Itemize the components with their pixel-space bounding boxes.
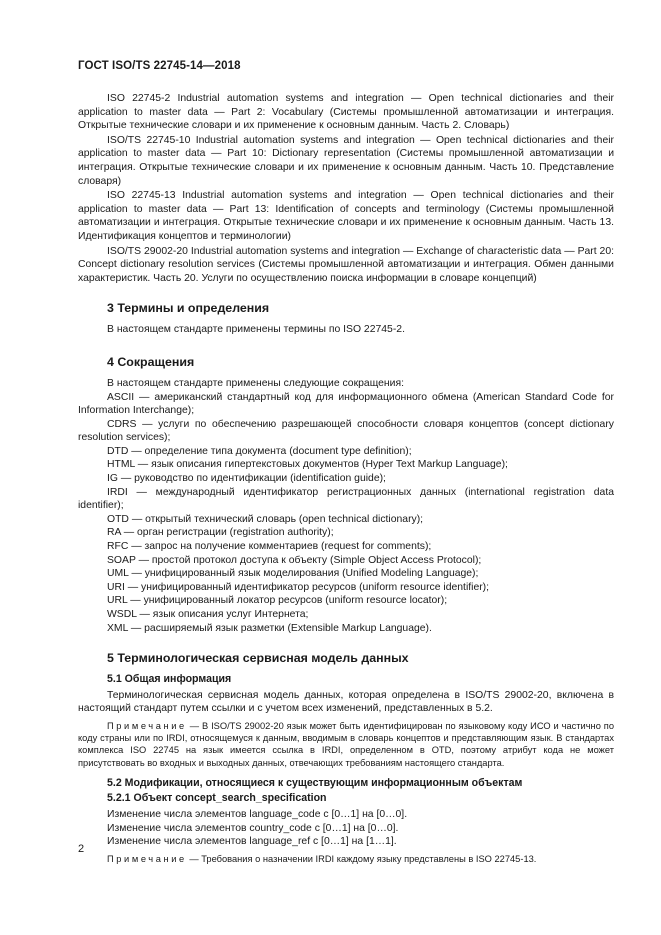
abbreviation-item: URI — унифицированный идентификатор ресурсов (uniform resource identifier); — [107, 581, 490, 593]
section-5-1-text: Терминологическая сервисная модель данных, которая определена в ISO/TS 29002-20, включена в настоящий стандарт путем ссылки и с учетом всех изменений, представленных в 5.2. — [78, 689, 614, 715]
section-5-2-1-heading: 5.2.1 Объект concept_search_specification — [107, 792, 327, 805]
abbreviation-item: OTD — открытый технический словарь (open technical dictionary); — [107, 513, 424, 525]
section-4-intro: В настоящем стандарте применены следующие сокращения: — [107, 377, 404, 389]
note-text: — В ISO/TS 29002-20 язык может быть идентифицирован по языковому коду ИСО и частично по коду страны или по IRDI, относящемуся к данным, вводимым в словарь концептов и представляющим язык. В стандартах комплекса ISO 22745 на язык имеется ссылка в IRDI, определенном в OTD, поэтому атрибут кода не может присутствовать во входных и выходных данных, отвечающих требованиям настоящего стандарта. — [78, 720, 614, 768]
abbreviation-item: CDRS — услуги по обеспечению разрешающей способности словаря концептов (concept dictionary resolution services); — [78, 418, 614, 444]
section-5-2-1-note — [78, 853, 614, 865]
page-number: 2 — [78, 843, 85, 855]
reference-item: ISO 22745-2 Industrial automation systems and integration — Open technical dictionaries and their application to master data — Part 2: Vocabulary (Системы промышленной автоматизации и интеграция. Открытые технические словари и их применение к основным данным. Часть 2. Словарь) — [78, 93, 614, 132]
abbreviation-item: HTML — язык описания гипертекстовых документов (Hyper Text Markup Language); — [107, 459, 508, 471]
section-5-heading: 5 Терминологическая сервисная модель данных — [107, 651, 409, 666]
note-label: Примечание — [107, 853, 187, 864]
modification-line: Изменение числа элементов country_code с [0…1] на [0…0]. — [107, 822, 399, 834]
abbreviation-item: UML — унифицированный язык моделирования (Unified Modeling Language); — [107, 568, 479, 580]
abbreviation-item: RFC — запрос на получение комментариев (request for comments); — [107, 541, 432, 553]
abbreviation-item: URL — унифицированный локатор ресурсов (uniform resource locator); — [107, 595, 448, 607]
note-label: Примечание — [107, 720, 187, 731]
abbreviation-item: ASCII — американский стандартный код для информационного обмена (American Standard Code for Information Interchange); — [78, 391, 614, 417]
abbreviation-item: IG — руководство по идентификации (identification guide); — [107, 473, 386, 485]
section-3-heading: 3 Термины и определения — [107, 301, 270, 316]
reference-item: ISO 22745-13 Industrial automation systems and integration — Open technical dictionaries and their application to master data — Part 13: Identification of concepts and terminology (Системы промышленной автоматизации и интеграция. Открытые технические словари и их применение к основным данным. Часть 13. Идентификация концептов и терминологии) — [78, 190, 614, 242]
section-5-2-heading: 5.2 Модификации, относящиеся к существующим информационным объектам — [107, 776, 523, 789]
section-4-heading: 4 Сокращения — [107, 354, 195, 369]
abbreviations-list — [78, 391, 614, 636]
modification-line: Изменение числа элементов language_ref с [0…1] на [1…1]. — [107, 836, 397, 848]
abbreviation-item: DTD — определение типа документа (document type definition); — [107, 445, 412, 457]
modification-line: Изменение числа элементов language_code с [0…1] на [0…0]. — [107, 808, 408, 820]
abbreviation-item: SOAP — простой протокол доступа к объекту (Simple Object Access Protocol); — [107, 554, 482, 566]
abbreviation-item: WSDL — язык описания услуг Интернета; — [107, 609, 309, 620]
abbreviation-item: XML — расширяемый язык разметки (Extensible Markup Language). — [107, 622, 432, 634]
document-header: ГОСТ ISO/TS 22745-14—2018 — [78, 60, 241, 72]
reference-item: ISO/TS 29002-20 Industrial automation systems and integration — Exchange of characteristic data — Part 20: Concept dictionary resolution services (Системы промышленной автоматизации и интеграция. Обмен данными характеристик. Часть 20. Услуги по осуществлению поиска информации в словаре концепций) — [78, 245, 614, 284]
reference-item: ISO/TS 22745-10 Industrial automation systems and integration — Open technical dictionaries and their application to master data — Part 10: Dictionary representation (Системы промышленной автоматизации и интеграция. Открытые технические словари и их применение к основным данным. Часть 10. Представление словаря) — [78, 134, 614, 187]
abbreviation-item: IRDI — международный идентификатор регистрационных данных (international registration data identifier); — [78, 486, 614, 512]
normative-references — [78, 92, 614, 285]
section-5-1-note — [78, 720, 614, 769]
document-body — [78, 92, 614, 865]
section-5-1-heading: 5.1 Общая информация — [107, 673, 232, 686]
abbreviation-item: RA — орган регистрации (registration authority); — [107, 527, 334, 539]
section-3-text: В настоящем стандарте применены термины по ISO 22745-2. — [107, 324, 405, 336]
note-text: — Требования о назначении IRDI каждому языку представлены в ISO 22745-13. — [186, 853, 537, 864]
